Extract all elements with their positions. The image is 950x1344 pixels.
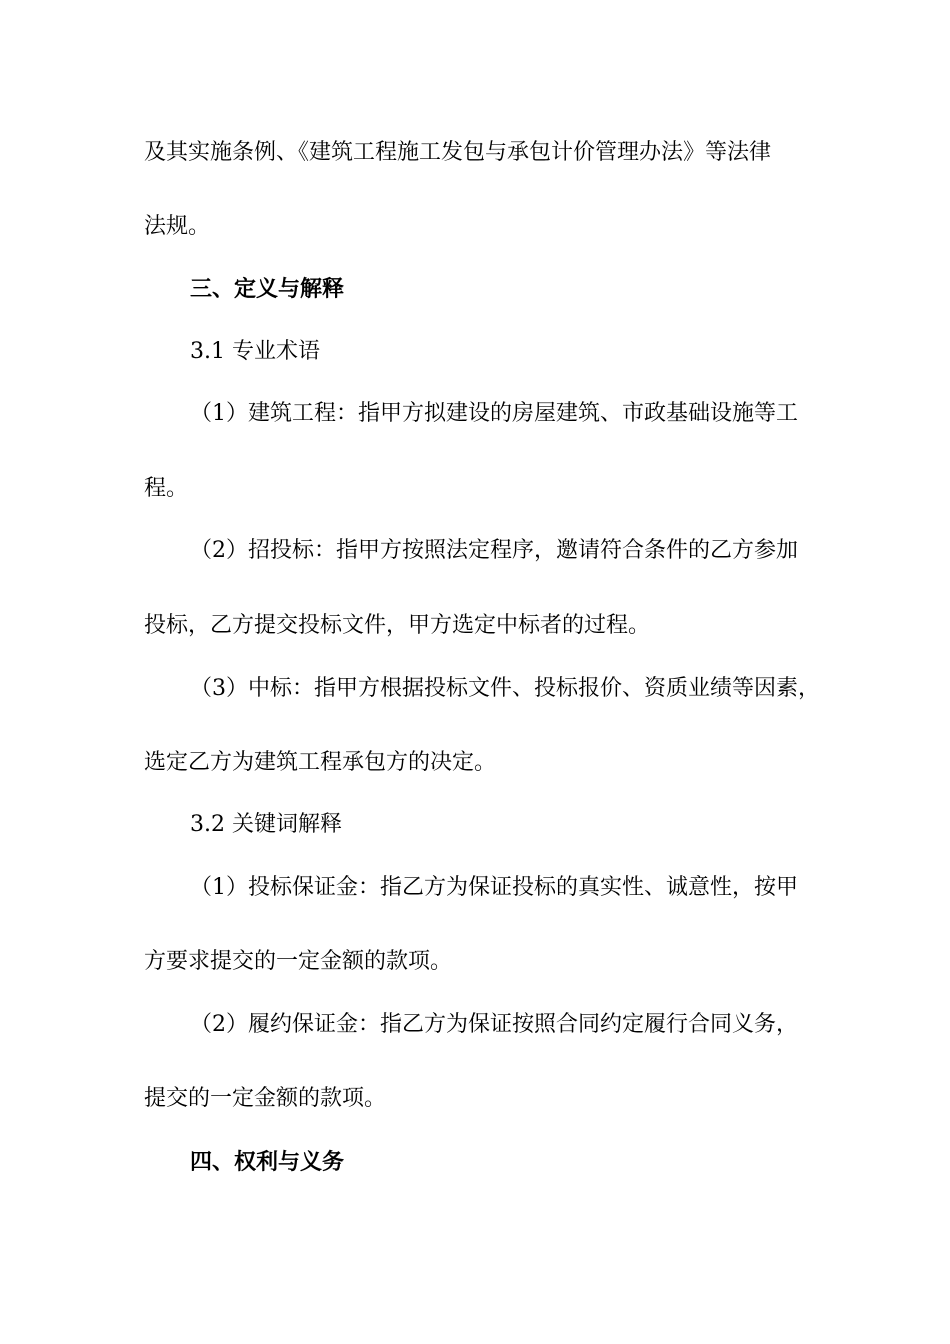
- paragraph-line: 选定乙方为建筑工程承包方的决定。: [144, 750, 497, 775]
- paragraph-line: （1）建筑工程：指甲方拟建设的房屋建筑、市政基础设施等工: [190, 401, 798, 426]
- subsection-heading: 3.2 关键词解释: [190, 812, 342, 837]
- paragraph-line: 投标，乙方提交投标文件，甲方选定中标者的过程。: [144, 613, 651, 638]
- paragraph-line: （2）招投标：指甲方按照法定程序，邀请符合条件的乙方参加: [190, 538, 798, 563]
- paragraph-line: （3）中标：指甲方根据投标文件、投标报价、资质业绩等因素，: [190, 676, 820, 701]
- paragraph-line: 提交的一定金额的款项。: [144, 1086, 387, 1111]
- section-heading: 四、权利与义务: [190, 1149, 345, 1175]
- subsection-heading: 3.1 专业术语: [190, 339, 320, 364]
- paragraph-line: （2）履约保证金：指乙方为保证按照合同约定履行合同义务，: [190, 1012, 798, 1037]
- section-heading: 三、定义与解释: [190, 276, 345, 302]
- paragraph-line: 法规。: [144, 214, 211, 239]
- paragraph-line: 程。: [144, 476, 189, 501]
- paragraph-line: 方要求提交的一定金额的款项。: [144, 949, 453, 974]
- paragraph-line: 及其实施条例、《建筑工程施工发包与承包计价管理办法》等法律: [144, 140, 772, 165]
- paragraph-line: （1）投标保证金：指乙方为保证投标的真实性、诚意性，按甲: [190, 875, 798, 900]
